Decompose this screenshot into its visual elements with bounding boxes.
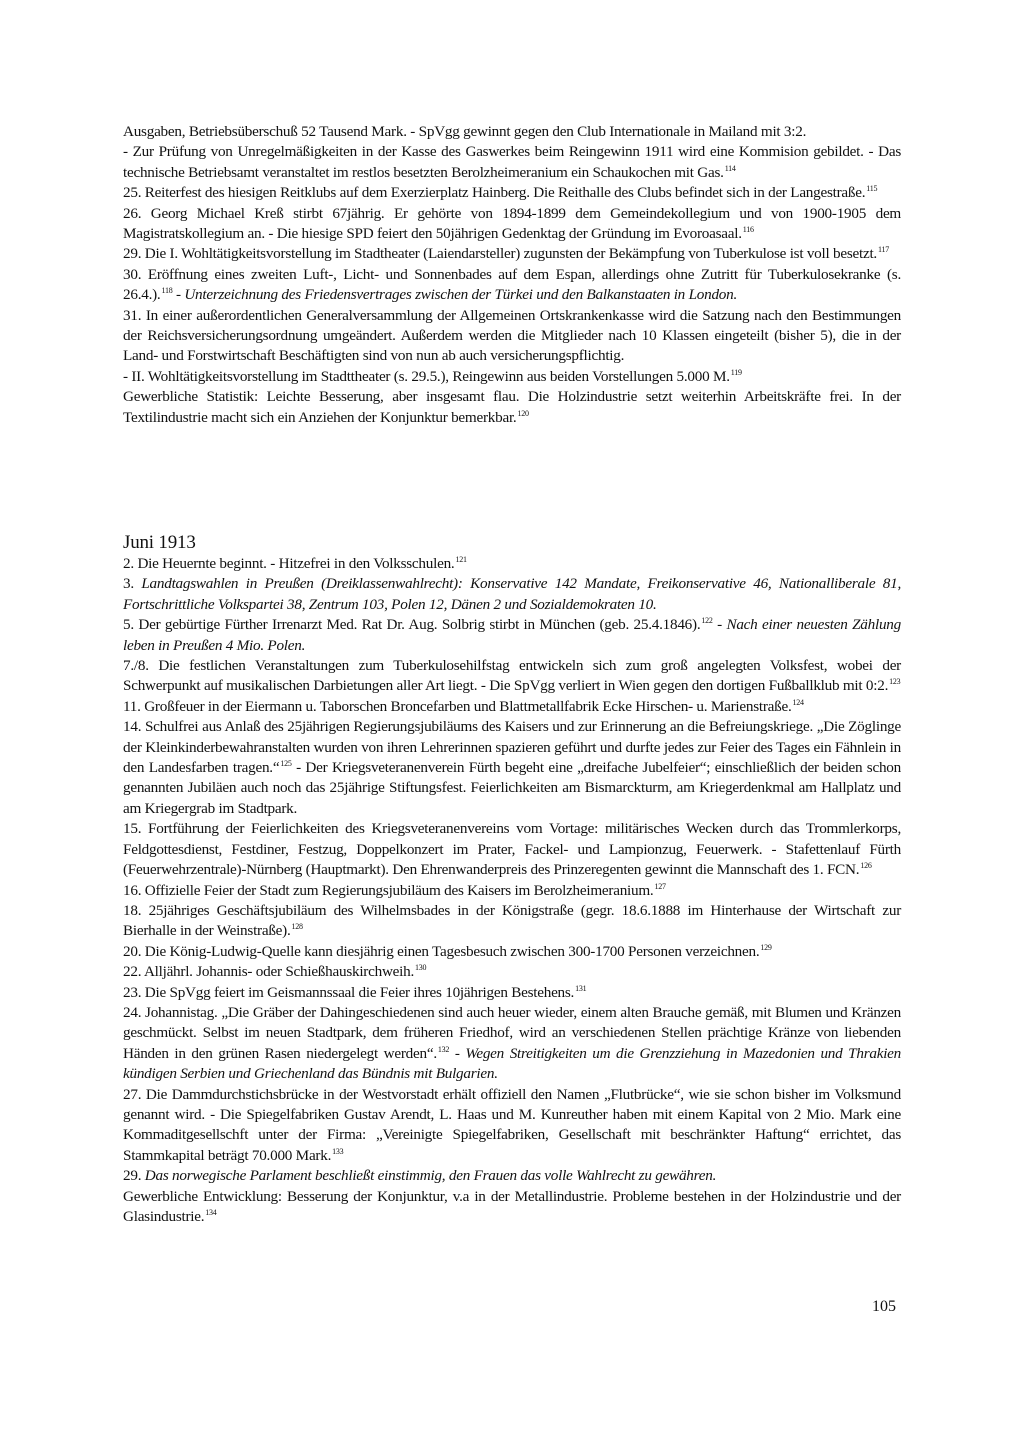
entry-text: 5. Der gebürtige Fürther Irrenarzt Med. Rat Dr. Aug. Solbrig stirbt in München (geb. 25.4.1846). xyxy=(123,616,701,634)
entry-text: - Zur Prüfung von Unregelmäßigkeiten in der Kasse des Gaswerkes beim Reingewinn 1911 wird eine Kommision gebildet. - Das technische Betriebsamt veranstaltet im restlos besetzten Berolzheimeranium ein Schaukochen mit Gas. xyxy=(123,143,901,181)
entry-text: Ausgaben, Betriebsüberschuß 52 Tausend Mark. - SpVgg gewinnt gegen den Club Internationale in Mailand mit 3:2. xyxy=(123,123,807,140)
chronicle-entry xyxy=(123,367,901,387)
italic-text: Wegen Streitigkeiten um die Grenzziehung in Mazedonien und Thrakien kündigen Serbien und Griechenland das Bündnis mit Bulgarien. xyxy=(123,1044,902,1083)
entry-text: 18. 25jähriges Geschäftsjubiläum des Wilhelmsbades in der Königstraße (gegr. 18.6.1888 im Hinterhause der Wirtschaft zur Bierhalle in der Weinstraße). xyxy=(123,901,901,940)
footnote-ref: 116 xyxy=(742,225,754,235)
entry-text: 15. Fortführung der Feierlichkeiten des Kriegsveteranenvereins vom Vortage: militärisches Wecken durch das Trommlerkorps, Feldgottesdienst, Festdiner, Festzug, Doppelkonzert im Prater, Fackel- und Lampionzug, Feuerwerk. - Stafettenlauf Fürth (Feuerwehrzentrale)-Nürnberg (Hauptmarkt). Den Ehrenwanderpreis des Prinzeregenten gewinnt die Mannschaft des 1. FCN. xyxy=(123,820,901,879)
footnote-ref: 124 xyxy=(792,697,804,707)
footnote-ref: 130 xyxy=(415,963,427,973)
entry-text: - xyxy=(712,616,727,634)
chronicle-entry xyxy=(123,1085,901,1167)
footnote-ref: 128 xyxy=(291,922,303,932)
chronicle-entry xyxy=(123,1166,901,1186)
entry-text: 29. xyxy=(123,1167,145,1185)
chronicle-entry xyxy=(123,1187,901,1228)
entry-text: 3. xyxy=(123,575,142,593)
entry-text: 2. Die Heuernte beginnt. - Hitzefrei in den Volksschulen. xyxy=(123,555,455,572)
entry-text: - Der Kriegsveteranenverein Fürth begeht eine „dreifache Jubelfeier“; einschließlich der beiden schon genannten Jubiläen auch noch das 25jährige Stiftungsfest. Feierlichkeiten am Bismarckturm, am Kriegerdenkmal am Hallplatz und am Kriegergrab im Stadtpark. xyxy=(123,759,901,817)
chronicle-entry xyxy=(123,962,901,982)
entry-text: 23. Die SpVgg feiert im Geismannssaal die Feier ihres 10jährigen Bestehens. xyxy=(123,983,575,1001)
entry-text: 20. Die König-Ludwig-Quelle kann diesjährig einen Tagesbesuch zwischen 300-1700 Personen verzeichnen. xyxy=(123,942,760,960)
footnote-ref: 125 xyxy=(280,759,292,769)
chronicle-entry xyxy=(123,615,901,656)
footnote-ref: 117 xyxy=(877,245,889,255)
footnote-ref: 134 xyxy=(205,1208,217,1217)
june-entries xyxy=(123,554,901,1227)
entry-text: 14. Schulfrei aus Anlaß des 25jährigen Regierungsjubiläums des Kaisers und zur Erinnerung an die Befreiungskriege. „Die Zöglinge der Kleinkinderbewahranstalten wurden von ihren Lehrerinnen spazieren geführt und durfte jedes zur Feier des Tages ein Fähnlein in den Landesfarben tragen.“ xyxy=(123,718,901,777)
entry-text: 26. Georg Michael Kreß stirbt 67jährig. Er gehörte von 1894-1899 dem Gemeindekollegium und von 1900-1905 dem Magistratskollegium an. - Die hiesige SPD feiert den 50jährigen Gedenktag der Gründung im Evoroasaal. xyxy=(123,204,901,243)
chronicle-entry xyxy=(123,901,901,942)
footnote-ref: 122 xyxy=(701,616,713,626)
footnote-ref: 132 xyxy=(437,1044,450,1054)
chronicle-entry xyxy=(123,983,901,1003)
footnote-ref: 129 xyxy=(760,942,772,952)
chronicle-entry xyxy=(123,122,901,142)
italic-text: Das norwegische Parlament beschließt einstimmig, den Frauen das volle Wahlrecht zu gewähren. xyxy=(144,1167,717,1185)
italic-text: Landtagswahlen in Preußen (Dreiklassenwahlrecht): Konservative 142 Mandate, Freikonservative 46, Nationalliberale 81, Fortschrittliche Volkspartei 38, Zentrum 103, Polen 12, Dänen 2 und Sozialdemokraten 10. xyxy=(123,575,902,613)
entry-text: 30. Eröffnung eines zweiten Luft-, Licht- und Sonnenbades auf dem Espan, allerdings ohne Zutritt für Tuberkulosekranke (s. 26.4.). xyxy=(123,265,901,304)
footnote-ref: 115 xyxy=(866,184,878,194)
page-number: 105 xyxy=(872,1298,896,1315)
chronicle-entry xyxy=(123,244,901,264)
entry-text: 29. Die I. Wohltätigkeitsvorstellung im Stadtheater (Laiendarsteller) zugunsten der Bekämpfung von Tuberkulose ist voll besetzt. xyxy=(123,245,877,263)
entry-text: - xyxy=(172,286,185,304)
chronicle-entry xyxy=(123,697,901,717)
chronicle-entry xyxy=(123,142,901,183)
entry-text: 24. Johannistag. „Die Gräber der Dahingeschiedenen sind auch heuer wieder, einem alten Brauche gemäß, mit Blumen und Kränzen geschmückt. Selbst im neuen Stadtpark, dem früheren Friedhof, wird an verschiedenen Stellen prächtige Kränze von liebenden Händen in den grünen Rasen niedergelegt werden“. xyxy=(123,1003,901,1062)
footnote-ref: 118 xyxy=(161,286,173,296)
footnote-ref: 127 xyxy=(654,881,666,891)
top-entries xyxy=(123,122,901,428)
chronicle-entry xyxy=(123,574,901,615)
chronicle-entry xyxy=(123,881,901,901)
footnote-ref: 119 xyxy=(730,367,742,377)
chronicle-entry xyxy=(123,1003,901,1085)
entry-text: 25. Reiterfest des hiesigen Reitklubs auf dem Exerzierplatz Hainberg. Die Reithalle des Clubs befindet sich in der Langestraße. xyxy=(123,184,866,202)
entry-text: 7./8. Die festlichen Veranstaltungen zum Tuberkulosehilfstag entwickeln sich zum groß angelegten Volksfest, wobei der Schwerpunkt auf musikalischen Darbietungen aller Art liegt. - Die SpVgg verliert in Wien gegen den dortigen Fußballklub mit 0:2. xyxy=(123,657,901,695)
entry-text: 22. Alljährl. Johannis- oder Schießhauskirchweih. xyxy=(123,963,415,981)
chronicle-entry xyxy=(123,183,901,203)
entry-text: Gewerbliche Entwicklung: Besserung der Konjunktur, v.a in der Metallindustrie. Probleme bestehen in der Holzindustrie und der Glasindustrie. xyxy=(123,1187,901,1225)
chronicle-entry xyxy=(123,387,901,428)
entry-text: 31. In einer außerordentlichen Generalversammlung der Allgemeinen Ortskrankenkasse wird die Satzung nach den Bestimmungen der Reichsversicherungsordnung umgeändert. Außerdem werden die Mitglieder nach 10 Klassen eingeteilt (bisher 5), die in der Land- und Forstwirtschaft Beschäftigten sind von nun ab auch versicherungspflichtig. xyxy=(123,306,901,365)
chronicle-entry xyxy=(123,717,901,819)
italic-text: Unterzeichnung des Friedensvertrages zwischen der Türkei und den Balkanstaaten in London. xyxy=(184,286,738,304)
entry-text: - II. Wohltätigkeitsvorstellung im Stadttheater (s. 29.5.), Reingewinn aus beiden Vorstellungen 5.000 M. xyxy=(123,367,730,385)
chronicle-entry xyxy=(123,204,901,245)
footnote-ref: 120 xyxy=(517,408,529,418)
entry-text: - xyxy=(449,1044,466,1062)
chronicle-entry xyxy=(123,554,901,574)
footnote-ref: 131 xyxy=(575,983,587,993)
chronicle-entry xyxy=(123,265,901,306)
chronicle-entry xyxy=(123,306,901,367)
section-heading: Juni 1913 xyxy=(123,532,196,553)
footnote-ref: 126 xyxy=(860,861,872,871)
entry-text: Gewerbliche Statistik: Leichte Besserung, aber insgesamt flau. Die Holzindustrie setzt weiterhin Arbeitskräfte frei. In der Textilindustrie macht sich ein Anziehen der Konjunktur bemerkbar. xyxy=(123,388,901,426)
entry-text: 27. Die Dammdurchstichsbrücke in der Westvorstadt erhält offiziell den Namen „Flutbrücke“, wie sie schon bisher im Volksmund genannt wird. - Die Spiegelfabriken Gustav Arendt, L. Haas und M. Kunreuther haben mit einem Kapital von 2 Mio. Mark eine Kommaditgesellschft unter der Firma: „Vereinigte Spiegelfabriken, Gesellschaft mit beschränkter Haftung“ errichtet, das Stammkapital beträgt 70.000 Mark. xyxy=(123,1085,901,1164)
chronicle-entry xyxy=(123,656,901,697)
footnote-ref: 123 xyxy=(889,677,901,687)
entry-text: 16. Offizielle Feier der Stadt zum Regierungsjubiläum des Kaisers im Berolzheimeranium. xyxy=(123,881,654,899)
footnote-ref: 133 xyxy=(332,1146,344,1156)
entry-text: 11. Großfeuer in der Eiermann u. Taborschen Broncefarben und Blattmetallfabrik Ecke Hirschen- u. Marienstraße. xyxy=(123,697,792,715)
footnote-ref: 121 xyxy=(455,555,467,564)
italic-text: Nach einer neuesten Zählung leben in Preußen 4 Mio. Polen. xyxy=(123,616,901,654)
chronicle-entry xyxy=(123,819,901,880)
footnote-ref: 114 xyxy=(724,163,736,173)
chronicle-entry xyxy=(123,942,901,962)
